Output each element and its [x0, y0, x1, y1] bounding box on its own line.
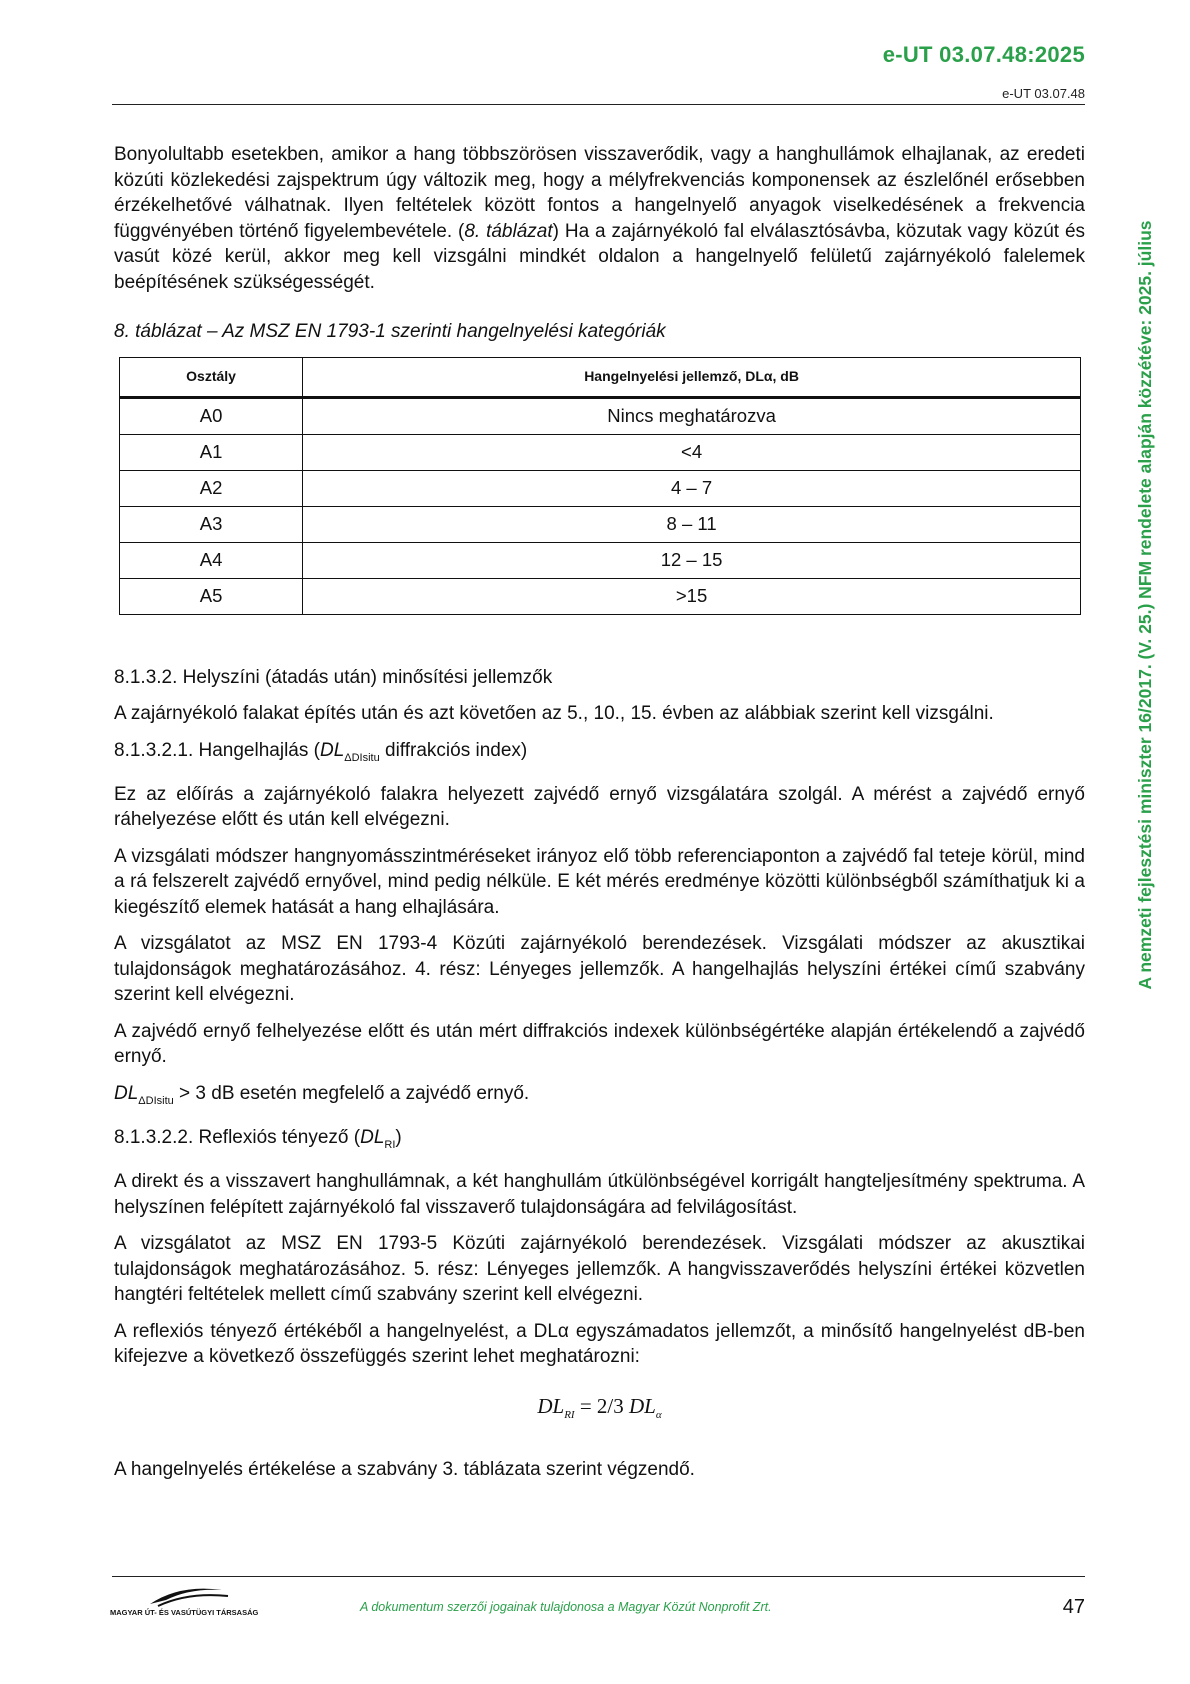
paragraph: A zajárnyékoló falakat építés után és azt követően az 5., 10., 15. évben az alábbiak szerint kell vizsgálni. — [114, 703, 994, 724]
table-cell-value: 12 – 15 — [303, 542, 1081, 578]
table-cell-value: 4 – 7 — [303, 470, 1081, 506]
table-cell-class: A3 — [120, 506, 303, 542]
paragraph: A direkt és a visszavert hanghullámnak, a két hanghullám útkülönbségével korrigált hangteljesítmény spektruma. A helyszínen felépített zajárnyékoló fal visszaverő tulajdonságára ad felvilágosítást. — [114, 1171, 1085, 1218]
section-heading-8-1-3-2-1: 8.1.3.2.1. Hangelhajlás ($DL_{\Delta DIsitu}$ diffrakciós index) — [114, 739, 528, 764]
table-cell-class: A5 — [120, 578, 303, 614]
paragraph: A reflexiós tényező értékéből a hangelnyelést, a DLα egyszámadatos jellemzőt, a minősítő hangelnyelést dB-ben kifejezve a következő összefüggés szerint lehet meghatározni: — [114, 1320, 1085, 1368]
table-row — [120, 470, 1081, 506]
table-row — [120, 397, 1081, 434]
sidebar-text: A nemzeti fejlesztési miniszter 16/2017. (V. 25.) NFM rendelete alapján közzétéve: 2025. július — [1135, 220, 1155, 990]
table-row — [120, 506, 1081, 542]
table-caption: 8. táblázat – Az MSZ EN 1793-1 szerinti hangelnyelési kategóriák — [114, 321, 666, 342]
section-heading-8-1-3-2: 8.1.3.2. Helyszíni (átadás után) minősítési jellemzők — [114, 666, 553, 688]
table-cell-value: Nincs meghatározva — [303, 397, 1081, 434]
page-number: 47 — [1062, 1596, 1085, 1618]
paragraph: Ez az előírás a zajárnyékoló falakra helyezett zajvédő ernyő vizsgálatára szolgál. A mérést a zajvédő ernyő ráhelyezése előtt és után kell elvégezni. — [114, 783, 1085, 831]
document-subcode: e-UT 03.07.48 — [1002, 86, 1085, 101]
table-header-value: Hangelnyelési jellemző, DLα, dB — [303, 357, 1081, 397]
society-logo — [110, 1582, 260, 1622]
table-cell-class: A2 — [120, 470, 303, 506]
table-row — [120, 542, 1081, 578]
sidebar-publication-note — [1133, 160, 1157, 1050]
table-row — [120, 434, 1081, 470]
header-divider — [112, 104, 1085, 105]
absorption-table — [119, 357, 1081, 615]
footer-divider — [112, 1576, 1085, 1577]
table-reference: 8. táblázat — [464, 220, 553, 242]
table-cell-class: A0 — [120, 397, 303, 434]
table-cell-value: <4 — [303, 434, 1081, 470]
formula: $DL_{RI} = 2/3$ $DL_\alpha$ — [537, 1393, 662, 1422]
section-heading-8-1-3-2-2: 8.1.3.2.2. Reflexiós tényező $(DL_{RI})$ — [114, 1127, 402, 1151]
paragraph: A hangelnyelés értékelése a szabvány 3. táblázata szerint végzendő. — [114, 1458, 695, 1480]
table-header-class: Osztály — [120, 357, 303, 397]
criterion-paragraph: $DL_{\Delta DIsitu} > 3$ dB esetén megfelelő a zajvédő ernyő. — [114, 1082, 530, 1107]
table-cell-value: 8 – 11 — [303, 506, 1081, 542]
document-code: e-UT 03.07.48:2025 — [882, 42, 1085, 67]
paragraph: A vizsgálatot az MSZ EN 1793-5 Közúti zajárnyékoló berendezések. Vizsgálati módszer az akusztikai tulajdonságok meghatározásához. 5. rész: Lényeges jellemzők. A hangvisszaverődés helyszíni értékei közvetlen hangtéri feltételek mellett című szabvány szerint kell elvégezni. — [114, 1233, 1085, 1306]
page-content — [114, 142, 1085, 1493]
paragraph: A vizsgálatot az MSZ EN 1793-4 Közúti zajárnyékoló berendezések. Vizsgálati módszer az akusztikai tulajdonságok meghatározásához. 4. rész: Lényeges jellemzők. A hangelhajlás helyszíni értékei című szabvány szerint kell elvégezni. — [114, 933, 1085, 1006]
paragraph: A zajvédő ernyő felhelyezése előtt és után mért diffrakciós indexek különbségértéke alapján értékelendő a zajvédő ernyő. — [114, 1020, 1085, 1068]
table-cell-class: A1 — [120, 434, 303, 470]
table-cell-value: >15 — [303, 578, 1081, 614]
logo-text: MAGYAR ÚT- ÉS VASÚTÜGYI TÁRSASÁG — [110, 1608, 259, 1617]
copyright-notice: A dokumentum szerzői jogainak tulajdonosa a Magyar Közút Nonprofit Zrt. — [360, 1600, 772, 1614]
paragraph: A vizsgálati módszer hangnyomásszintméréseket irányoz elő több referenciaponton a zajvédő fal teteje körül, mind a rá felszerelt zajvédő ernyővel, mind pedig nélküle. E két mérés eredménye közötti különbségből számíthatjuk ki a kiegészítő elemek hatását a hang elhajlására. — [114, 845, 1085, 918]
table-cell-class: A4 — [120, 542, 303, 578]
intro-paragraph: Bonyolultabb esetekben, amikor a hang többszörösen visszaverődik, vagy a hanghullámok elhajlanak, az eredeti közúti közlekedési zajspektrum úgy változik meg, hogy a mélyfrekvenciás komponensek az észlelőnél erősebben érzékelhetővé válhatnak. Ilyen feltételek között fontos a hangelnyelő anyagok viselkedésének a frekvencia függvényében történő figyelembevétele. (8. táblázat) Ha a zajárnyékoló fal elválasztósávba, közutak vagy közút és vasút közé kerül, akkor meg kell vizsgálni mindkét oldalon a hangelnyelő felületű zajárnyékoló falelemek beépítésének szükségességét. — [114, 144, 1086, 293]
logo-swoosh-icon — [110, 1582, 260, 1610]
table-row — [120, 578, 1081, 614]
